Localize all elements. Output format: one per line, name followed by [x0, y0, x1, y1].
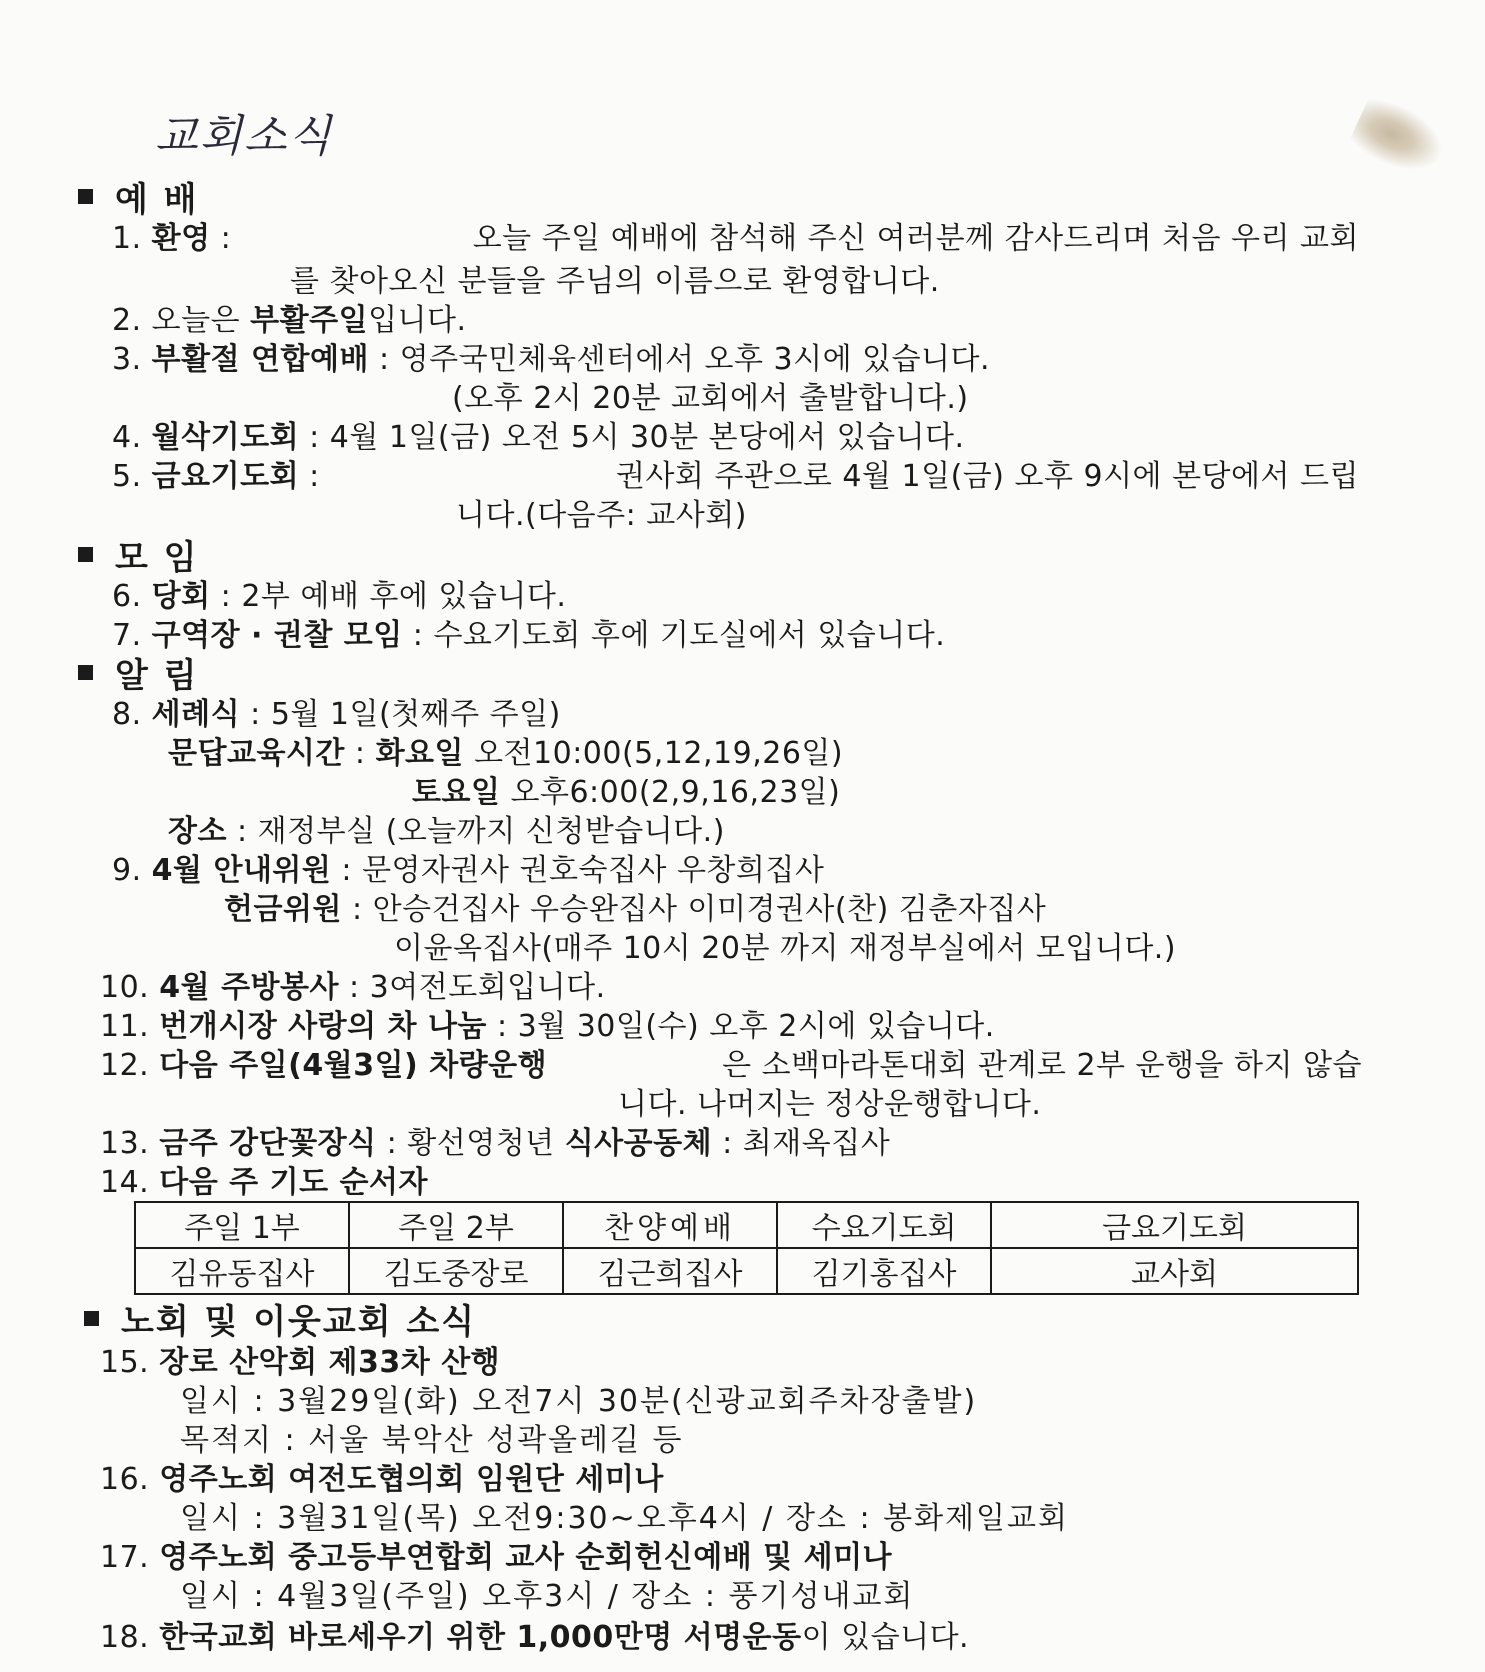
item-text: 은 소백마라톤대회 관계로 2부 운행을 하지 않습 [722, 1048, 1362, 1083]
table-cell: 김도중장로 [349, 1248, 563, 1294]
item-12 [100, 1040, 1362, 1084]
item-heading: 4월 안내위원 [151, 853, 332, 888]
paper-stain [1347, 92, 1454, 184]
item-number: 13. [100, 1126, 150, 1161]
item-heading: 장로 산악회 제33차 산행 [159, 1345, 501, 1380]
item-heading: 다음 주 기도 순서자 [159, 1165, 428, 1200]
item-text: 3월 30일(수) 오후 2시에 있습니다. [517, 1009, 995, 1044]
table-cell: 김유동집사 [135, 1248, 349, 1294]
item-8-saturday [412, 767, 840, 811]
item-heading: 부활절 연합예배 [151, 342, 369, 377]
item-number: 4. [112, 420, 142, 455]
item-text: 안승건집사 우승완집사 이미경권사(찬) 김춘자집사 [372, 892, 1047, 927]
item-separator: : [240, 697, 271, 732]
item-separator: : [486, 1009, 518, 1044]
table-row [135, 1248, 1358, 1294]
item-3 [112, 334, 990, 378]
item-number: 7. [112, 618, 142, 653]
section-presbytery [84, 1294, 476, 1343]
bullet-square-icon [78, 547, 93, 562]
item-text: 4월 1일(금) 오전 5시 30분 본당에서 있습니다. [329, 420, 965, 455]
item-number: 12. [100, 1048, 150, 1083]
item-text: 5월 1일(첫째주 주일) [270, 697, 561, 732]
section-title: 알 림 [115, 656, 199, 696]
table-cell: 김기홍집사 [777, 1248, 991, 1294]
item-18 [100, 1612, 969, 1656]
item-heading: 월삭기도회 [151, 420, 300, 455]
item-text: 재정부실 (오늘까지 신청받습니다.) [257, 814, 725, 849]
item-heading: 번개시장 사랑의 차 나눔 [159, 1009, 487, 1044]
item-9 [112, 845, 824, 889]
item-8 [112, 689, 561, 733]
item-separator: : [712, 1126, 743, 1161]
item-text: 영주국민체육센터에서 오후 3시에 있습니다. [399, 342, 991, 377]
item-10 [100, 962, 606, 1006]
item-number: 2. [112, 303, 142, 338]
bullet-square-icon [84, 1311, 99, 1326]
item-number: 8. [112, 697, 142, 732]
item-text: 오늘은 [151, 303, 251, 338]
item-text: 문영자권사 권호숙집사 우창희집사 [362, 853, 825, 888]
item-3-continued: (오후 2시 20분 교회에서 출발합니다.) [452, 381, 969, 416]
item-separator: : [402, 618, 434, 653]
item-text: 입니다. [368, 303, 467, 338]
item-separator: : [299, 420, 330, 455]
item-text: 2부 예배 후에 있습니다. [241, 579, 567, 614]
item-heading: 영주노회 여전도협의회 임원단 세미나 [159, 1462, 664, 1497]
item-6 [112, 571, 566, 615]
bullet-square-icon [78, 189, 93, 204]
item-number: 6. [112, 579, 142, 614]
item-heading: 영주노회 중고등부연합회 교사 순회헌신예배 및 세미나 [159, 1540, 893, 1575]
item-heading: 구역장 · 권찰 모임 [151, 618, 403, 653]
item-separator: : [341, 892, 373, 927]
item-text: 이 있습니다. [801, 1620, 970, 1655]
page-title: 교회소식 [155, 111, 334, 162]
item-7 [112, 610, 945, 654]
item-16 [100, 1454, 664, 1498]
item-17-date: 일시 : 4월3일(주일) 오후3시 / 장소 : 풍기성내교회 [180, 1579, 915, 1614]
item-number: 15. [100, 1345, 150, 1380]
table-cell: 교사회 [991, 1248, 1358, 1294]
item-number: 18. [100, 1620, 150, 1655]
item-separator: : [210, 579, 242, 614]
item-12-continued: 니다. 나머지는 정상운행합니다. [618, 1087, 1042, 1122]
item-text: 수요기도회 후에 기도실에서 있습니다. [433, 618, 946, 653]
item-heading: 세례식 [151, 697, 241, 732]
item-heading: 4월 주방봉사 [159, 970, 339, 1005]
item-separator: : [344, 736, 376, 771]
item-text: 권사회 주관으로 4월 1일(금) 오후 9시에 본당에서 드립 [615, 459, 1359, 494]
item-1 [112, 213, 1359, 257]
item-heading: 금요기도회 [151, 459, 300, 494]
item-heading: 토요일 [412, 775, 501, 810]
item-5-continued: 니다.(다음주: 교사회) [456, 498, 747, 533]
item-text: 최재옥집사 [742, 1126, 891, 1161]
table-header-row [135, 1202, 1358, 1248]
item-14 [100, 1157, 428, 1201]
bullet-square-icon [78, 665, 93, 680]
item-separator: : [210, 221, 232, 256]
item-9-continued: 이윤옥집사(매주 10시 20분 까지 재정부실에서 모입니다.) [394, 931, 1177, 966]
section-title: 모 임 [115, 538, 199, 578]
table-header-cell: 금요기도회 [991, 1202, 1358, 1248]
item-separator: : [368, 342, 400, 377]
item-heading: 당회 [151, 579, 211, 614]
item-number: 11. [100, 1009, 150, 1044]
item-17 [100, 1532, 892, 1576]
item-heading: 화요일 [375, 736, 465, 771]
item-separator: : [299, 459, 320, 494]
table-header-cell: 주일 2부 [349, 1202, 563, 1248]
item-separator: : [331, 853, 363, 888]
item-8-education [168, 728, 843, 772]
item-number: 10. [100, 970, 150, 1005]
item-4 [112, 412, 965, 456]
item-5 [112, 451, 1359, 495]
item-text: 오전10:00(5,12,19,26일) [464, 736, 844, 771]
item-separator: : [376, 1126, 408, 1161]
table-cell: 김근희집사 [563, 1248, 777, 1294]
item-text: 오후6:00(2,9,16,23일) [500, 775, 841, 810]
item-heading: 부활주일 [250, 303, 369, 338]
item-number: 9. [112, 853, 142, 888]
item-heading: 한국교회 바로세우기 위한 1,000만명 서명운동 [159, 1620, 802, 1655]
table-header-cell: 수요기도회 [777, 1202, 991, 1248]
item-9-offering [224, 884, 1046, 928]
item-number: 5. [112, 459, 142, 494]
item-number: 1. [112, 221, 142, 256]
item-13 [100, 1118, 890, 1162]
prayer-schedule-table [134, 1201, 1359, 1295]
section-title: 노회 및 이웃교회 소식 [121, 1302, 477, 1342]
item-heading: 다음 주일(4월3일) 차량운행 [159, 1048, 548, 1083]
item-15-destination: 목적지 : 서울 북악산 성곽올레길 등 [180, 1423, 684, 1458]
section-title: 예 배 [115, 180, 199, 220]
item-11 [100, 1001, 995, 1045]
item-heading: 헌금위원 [224, 892, 342, 927]
item-number: 14. [100, 1165, 150, 1200]
item-text: 오늘 주일 예배에 참석해 주신 여러분께 감사드리며 처음 우리 교회 [472, 221, 1359, 256]
item-1-continued: 를 찾아오신 분들을 주님의 이름으로 환영합니다. [290, 264, 940, 299]
item-heading: 문답교육시간 [168, 736, 345, 771]
item-16-date: 일시 : 3월31일(목) 오전9:30~오후4시 / 장소 : 봉화제일교회 [180, 1501, 1069, 1536]
item-number: 16. [100, 1462, 150, 1497]
table-header-cell: 주일 1부 [135, 1202, 349, 1248]
item-8-place [168, 806, 725, 850]
item-text: 황선영청년 [407, 1126, 565, 1161]
item-text: 3여전도회입니다. [369, 970, 606, 1005]
item-separator: : [226, 814, 258, 849]
item-2 [112, 295, 467, 339]
item-heading: 금주 강단꽃장식 [159, 1126, 377, 1161]
item-heading: 환영 [151, 221, 211, 256]
item-15-date: 일시 : 3월29일(화) 오전7시 30분(신광교회주차장출발) [180, 1384, 978, 1419]
item-number: 3. [112, 342, 142, 377]
item-heading: 장소 [168, 814, 227, 849]
item-15 [100, 1337, 500, 1381]
item-heading: 식사공동체 [564, 1126, 713, 1161]
table-header-cell: 찬양예배 [563, 1202, 777, 1248]
item-number: 17. [100, 1540, 150, 1575]
item-separator: : [338, 970, 370, 1005]
